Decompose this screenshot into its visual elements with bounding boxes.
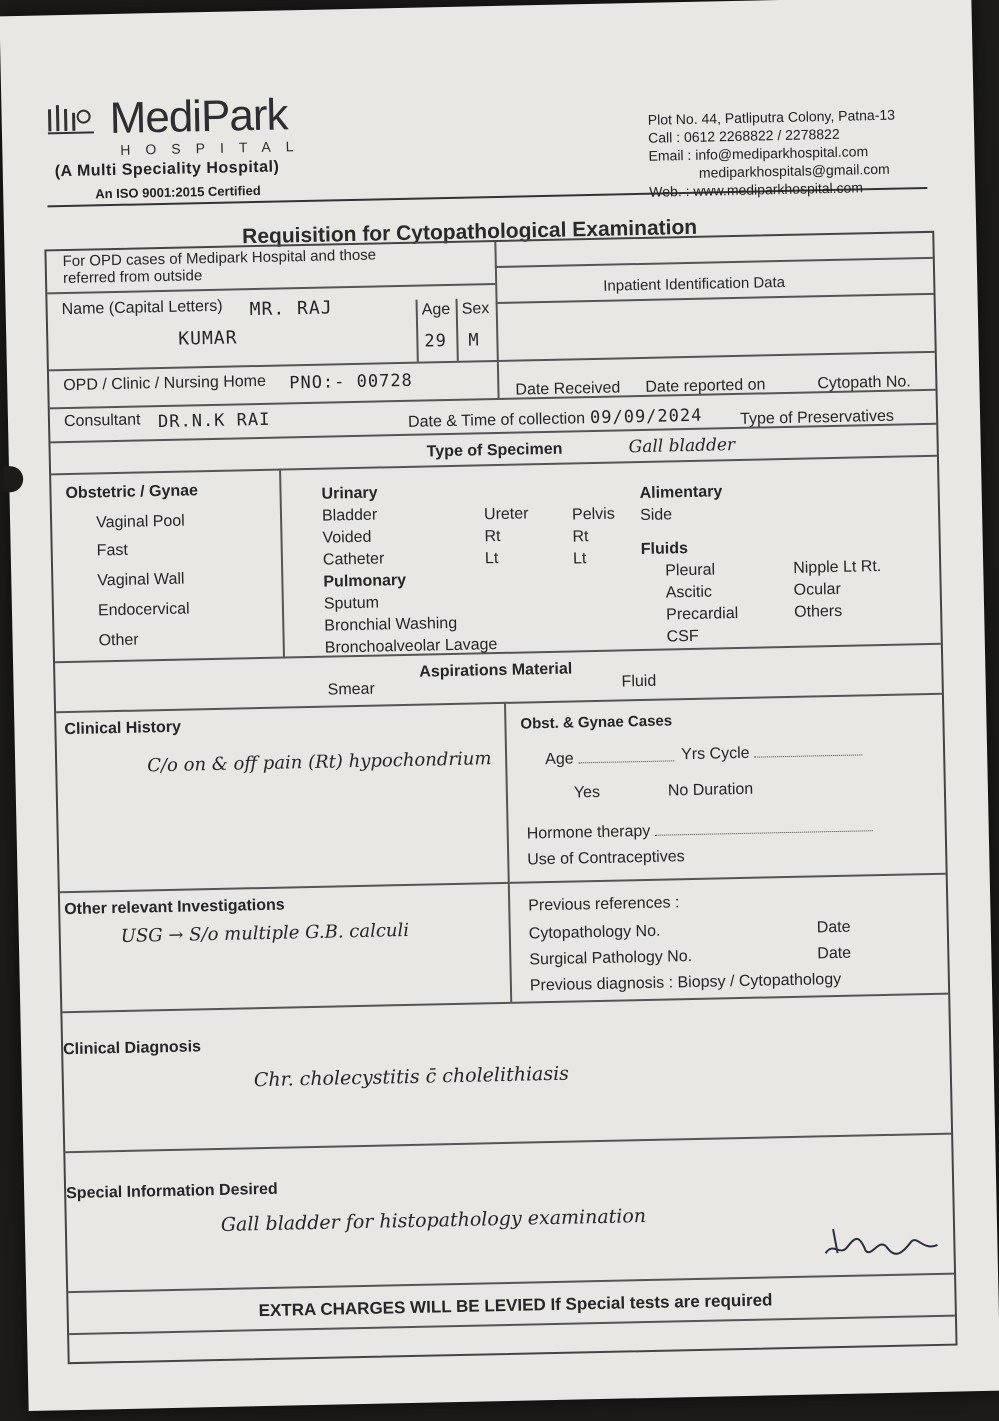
date-reported-label: Date reported on [645,376,766,396]
obstetric-item: Fast [96,541,129,560]
previous-label: Previous references : [528,894,680,915]
age-value: 29 [424,331,448,352]
hospital-sub: HOSPITAL [120,137,309,158]
opd-label: OPD / Clinic / Nursing Home [63,372,267,395]
hospital-tagline: (A Multi Speciality Hospital) [54,158,280,181]
urinary-heading: Urinary [321,484,378,503]
obstetric-item: Other [98,631,139,650]
obst-contraceptives: Use of Contraceptives [527,848,685,869]
obst-no-duration: No Duration [667,780,754,800]
obstetric-item: Vaginal Pool [95,512,185,532]
ureter-rt: Rt [484,527,501,546]
previous-cyto: Cytopathology No. [528,922,661,943]
clinical-history-value: C/o on & off pain (Rt) hypochondrium [147,748,492,777]
collection-label: Date & Time of collection [407,410,586,431]
special-info-value: Gall bladder for histopathology examination [220,1205,647,1236]
requisition-form [44,231,957,1364]
fluid-item: Others [793,602,843,621]
fluid-item: Precardial [666,604,739,624]
email-2: mediparkhospitals@gmail.com [698,160,890,181]
form-title: Requisition for Cytopathological Examination [241,215,698,249]
pulmonary-item: Bronchial Washing [324,614,458,635]
iso-certification: An ISO 9001:2015 Certified [95,182,261,202]
pelvis-rt: Rt [572,528,589,546]
fluid-item: Ascitic [665,583,713,602]
urinary-item: Bladder [321,506,378,525]
obst-hormone: Hormone therapy [527,818,873,843]
aspirations-label: Aspirations Material [419,660,573,681]
consultant-value: DR.N.K RAI [157,409,271,433]
opd-note: For OPD cases of Medipark Hospital and those referred from outside [62,246,377,288]
doctor-signature-icon [819,1221,944,1264]
previous-surgical: Surgical Pathology No. [529,948,693,969]
previous-diagnosis: Previous diagnosis : Biopsy / Cytopathology [529,970,842,995]
specimen-value: Gall bladder [628,435,736,458]
email: Email : info@mediparkhospital.com [648,143,869,164]
pulmonary-heading: Pulmonary [323,571,407,591]
urinary-item: Catheter [322,550,385,569]
previous-surgical-date: Date [817,944,852,963]
patient-name-line-1: MR. RAJ [249,297,333,321]
obstetric-heading: Obstetric / Gynae [65,482,199,503]
obst-yes: Yes [573,783,601,802]
alimentary-heading: Alimentary [639,483,723,503]
clinical-history-label: Clinical History [64,718,182,739]
pulmonary-item: Sputum [323,594,380,613]
ureter-label: Ureter [483,505,529,524]
specimen-label: Type of Specimen [426,440,563,461]
hospital-name: MediPark [109,90,288,144]
hospital-logo-icon [43,96,104,137]
footer-note: EXTRA CHARGES WILL BE LEVIED If Special tests are required [258,1290,773,1321]
fluid-item: Nipple Lt Rt. [793,557,882,577]
sex-value: M [468,330,480,351]
alimentary-side: Side [639,506,673,525]
contact-block [648,106,897,201]
obstetric-item: Endocervical [97,600,190,620]
other-investigations-label: Other relevant Investigations [64,896,285,919]
phone: Call : 0612 2268822 / 2278822 [648,125,840,146]
obstetric-item: Vaginal Wall [97,570,185,590]
obst-yrs-cycle: Yrs Cycle [681,742,862,764]
opd-value: PNO:- 00728 [289,370,414,394]
name-label: Name (Capital Letters) [61,297,223,319]
age-label: Age [421,300,451,319]
patient-name-line-2: KUMAR [178,327,238,350]
obst-cases-label: Obst. & Gynae Cases [520,712,673,733]
sex-label: Sex [461,300,490,318]
binder-hole [3,466,24,492]
inpatient-label: Inpatient Identification Data [603,273,786,295]
aspirations-fluid: Fluid [621,672,657,691]
aspirations-smear: Smear [327,680,375,699]
date-received-label: Date Received [515,379,621,399]
pelvis-label: Pelvis [571,505,615,524]
other-investigations-value: USG → S/o multiple G.B. calculi [120,919,410,947]
cytopath-no-label: Cytopath No. [817,373,911,393]
fluid-item: Ocular [793,580,841,599]
fluid-item: CSF [666,627,699,646]
clinical-diagnosis-label: Clinical Diagnosis [62,1038,202,1059]
ureter-lt: Lt [484,550,499,568]
previous-cyto-date: Date [816,918,851,937]
address: Plot No. 44, Patliputra Colony, Patna-13 [647,106,896,128]
clinical-diagnosis-value: Chr. cholecystitis c̄ cholelithiasis [253,1062,570,1092]
pelvis-lt: Lt [572,550,587,568]
fluid-item: Pleural [665,561,716,580]
website: Web. : www.mediparkhospital.com [649,179,864,200]
urinary-item: Voided [322,528,372,547]
obst-age: Age [545,748,674,769]
collection-value: 09/09/2024 [589,405,703,429]
special-info-label: Special Information Desired [65,1180,278,1203]
consultant-label: Consultant [63,411,141,431]
preservatives-label: Type of Preservatives [739,407,895,428]
fluids-heading: Fluids [640,540,689,559]
pulmonary-item: Bronchoalveolar Lavage [324,636,498,657]
